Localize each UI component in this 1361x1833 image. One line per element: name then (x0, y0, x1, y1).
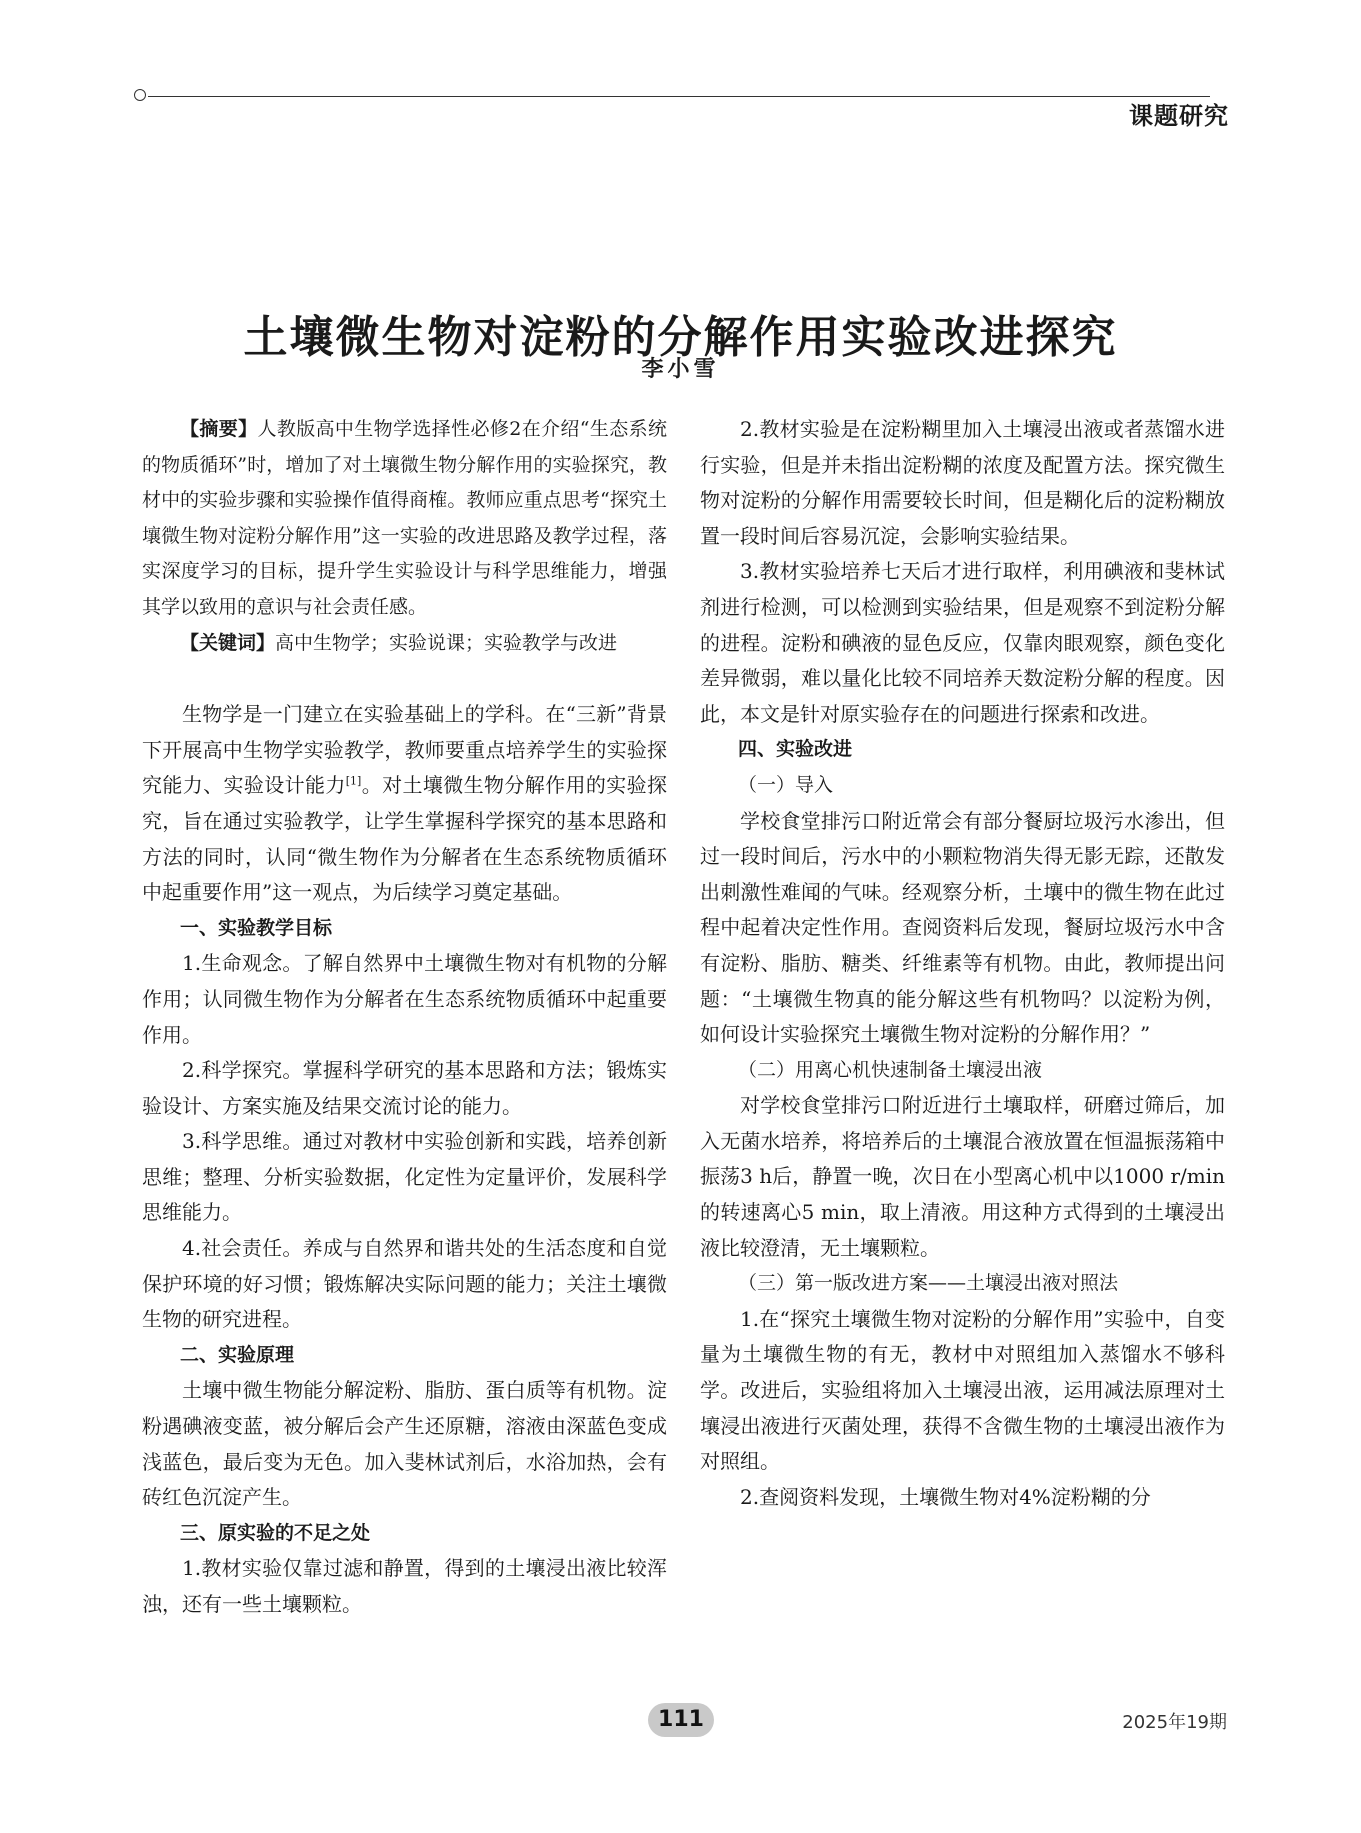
spacer (142, 661, 667, 697)
keywords-tag: 【关键词】 (180, 631, 276, 654)
paragraph: 4.社会责任。养成与自然界和谐共处的生活态度和自觉保护环境的好习惯；锻炼解决实际问题的能力；关注土壤微生物的研究进程。 (142, 1236, 667, 1332)
section-heading-4: 四、实验改进 (738, 738, 853, 761)
paragraph: 对学校食堂排污口附近进行土壤取样，研磨过筛后，加入无菌水培养，将培养后的土壤混合液放置在恒温振荡箱中振荡3 h后，静置一晚，次日在小型离心机中以1000 r/min的转速离心5 min，取上清液。用这种方式得到的土壤浸出液比较澄清，无土壤颗粒。 (700, 1093, 1225, 1260)
subsection-heading: （二）用离心机快速制备土壤浸出液 (738, 1058, 1043, 1081)
citation-ref: [1] (345, 774, 362, 788)
article-title: 土壤微生物对淀粉的分解作用实验改进探究 (243, 312, 1118, 364)
intro-text-b: 。对土壤微生物分解作用的实验探究，旨在通过实验教学，让学生掌握科学探究的基本思路和方法的同时，认同“微生物作为分解者在生态系统物质循环中起重要作用”这一观点，为后续学习奠定基础。 (142, 773, 668, 905)
issue-label: 2025年19期 (1122, 1712, 1227, 1733)
paragraph-truncated: 2.查阅资料发现，土壤微生物对4%淀粉糊的分 (740, 1484, 1151, 1509)
article-author: 李小雪 (641, 356, 720, 382)
paragraph: 1.生命观念。了解自然界中土壤微生物对有机物的分解作用；认同微生物作为分解者在生态系统物质循环中起重要作用。 (142, 951, 667, 1047)
abstract-text: 人教版高中生物学选择性必修2在介绍“生态系统的物质循环”时，增加了对土壤微生物分解作用的实验探究，教材中的实验步骤和实验操作值得商榷。教师应重点思考“探究土壤微生物对淀粉分解作用”这一实验的改进思路及教学过程，落实深度学习的目标，提升学生实验设计与科学思维能力，增强其学以致用的意识与社会责任感。 (142, 418, 667, 618)
keywords-text: 高中生物学；实验说课；实验教学与改进 (275, 631, 618, 654)
page-number: 111 (648, 1703, 714, 1737)
subsection-heading: （三）第一版改进方案——土壤浸出液对照法 (738, 1272, 1119, 1295)
abstract (142, 412, 667, 626)
section-heading-2: 二、实验原理 (180, 1343, 295, 1366)
header-rule (148, 96, 1210, 97)
paragraph: 2.教材实验是在淀粉糊里加入土壤浸出液或者蒸馏水进行实验，但是并未指出淀粉糊的浓度及配置方法。探究微生物对淀粉的分解作用需要较长时间，但是糊化后的淀粉糊放置一段时间后容易沉淀，会影响实验结果。 (700, 417, 1225, 548)
header-circle-ornament (134, 89, 146, 101)
paragraph: 3.科学思维。通过对教材中实验创新和实践，培养创新思维；整理、分析实验数据，化定性为定量评价，发展科学思维能力。 (142, 1129, 667, 1225)
keywords (142, 626, 667, 662)
paragraph: 学校食堂排污口附近常会有部分餐厨垃圾污水渗出，但过一段时间后，污水中的小颗粒物消失得无影无踪，还散发出刺激性难闻的气味。经观察分析，土壤中的微生物在此过程中起着决定性作用。查阅资料后发现，餐厨垃圾污水中含有淀粉、脂肪、糖类、纤维素等有机物。由此，教师提出问题：“土壤微生物真的能分解这些有机物吗？以淀粉为例，如何设计实验探究土壤微生物对淀粉的分解作用？” (700, 808, 1225, 1047)
left-column (142, 412, 667, 1623)
section-heading-1: 一、实验教学目标 (180, 916, 333, 939)
subsection-heading: （一）导入 (738, 773, 834, 796)
intro-text-a: 生物学是一门建立在实验基础上的学科。在“三新”背景下开展高中生物学实验教学，教师要重点培养学生的实验探究能力、实验设计能力 (142, 702, 667, 798)
section-label: 课题研究 (1129, 102, 1229, 130)
paragraph: 土壤中微生物能分解淀粉、脂肪、蛋白质等有机物。淀粉遇碘液变蓝，被分解后会产生还原糖，溶液由深蓝色变成浅蓝色，最后变为无色。加入斐林试剂后，水浴加热，会有砖红色沉淀产生。 (142, 1378, 667, 1510)
paragraph-continued: 1.教材实验仅靠过滤和静置，得到的土壤浸出液比较浑浊，还有一些土壤颗粒。 (142, 1556, 667, 1616)
right-column (700, 412, 1225, 1515)
paragraph: 3.教材实验培养七天后才进行取样，利用碘液和斐林试剂进行检测，可以检测到实验结果，但是观察不到淀粉分解的进程。淀粉和碘液的显色反应，仅靠肉眼观察，颜色变化差异微弱，难以量化比较不同培养天数淀粉分解的程度。因此，本文是针对原实验存在的问题进行探索和改进。 (700, 559, 1225, 726)
paragraph: 1.在“探究土壤微生物对淀粉的分解作用”实验中，自变量为土壤微生物的有无，教材中对照组加入蒸馏水不够科学。改进后，实验组将加入土壤浸出液，运用减法原理对土壤浸出液进行灭菌处理，获得不含微生物的土壤浸出液作为对照组。 (700, 1306, 1225, 1474)
intro-paragraph (142, 697, 667, 911)
section-heading-3: 三、原实验的不足之处 (180, 1521, 371, 1544)
abstract-tag: 【摘要】 (180, 418, 258, 440)
paragraph: 2.科学探究。掌握科学研究的基本思路和方法；锻炼实验设计、方案实施及结果交流讨论的能力。 (142, 1058, 667, 1118)
